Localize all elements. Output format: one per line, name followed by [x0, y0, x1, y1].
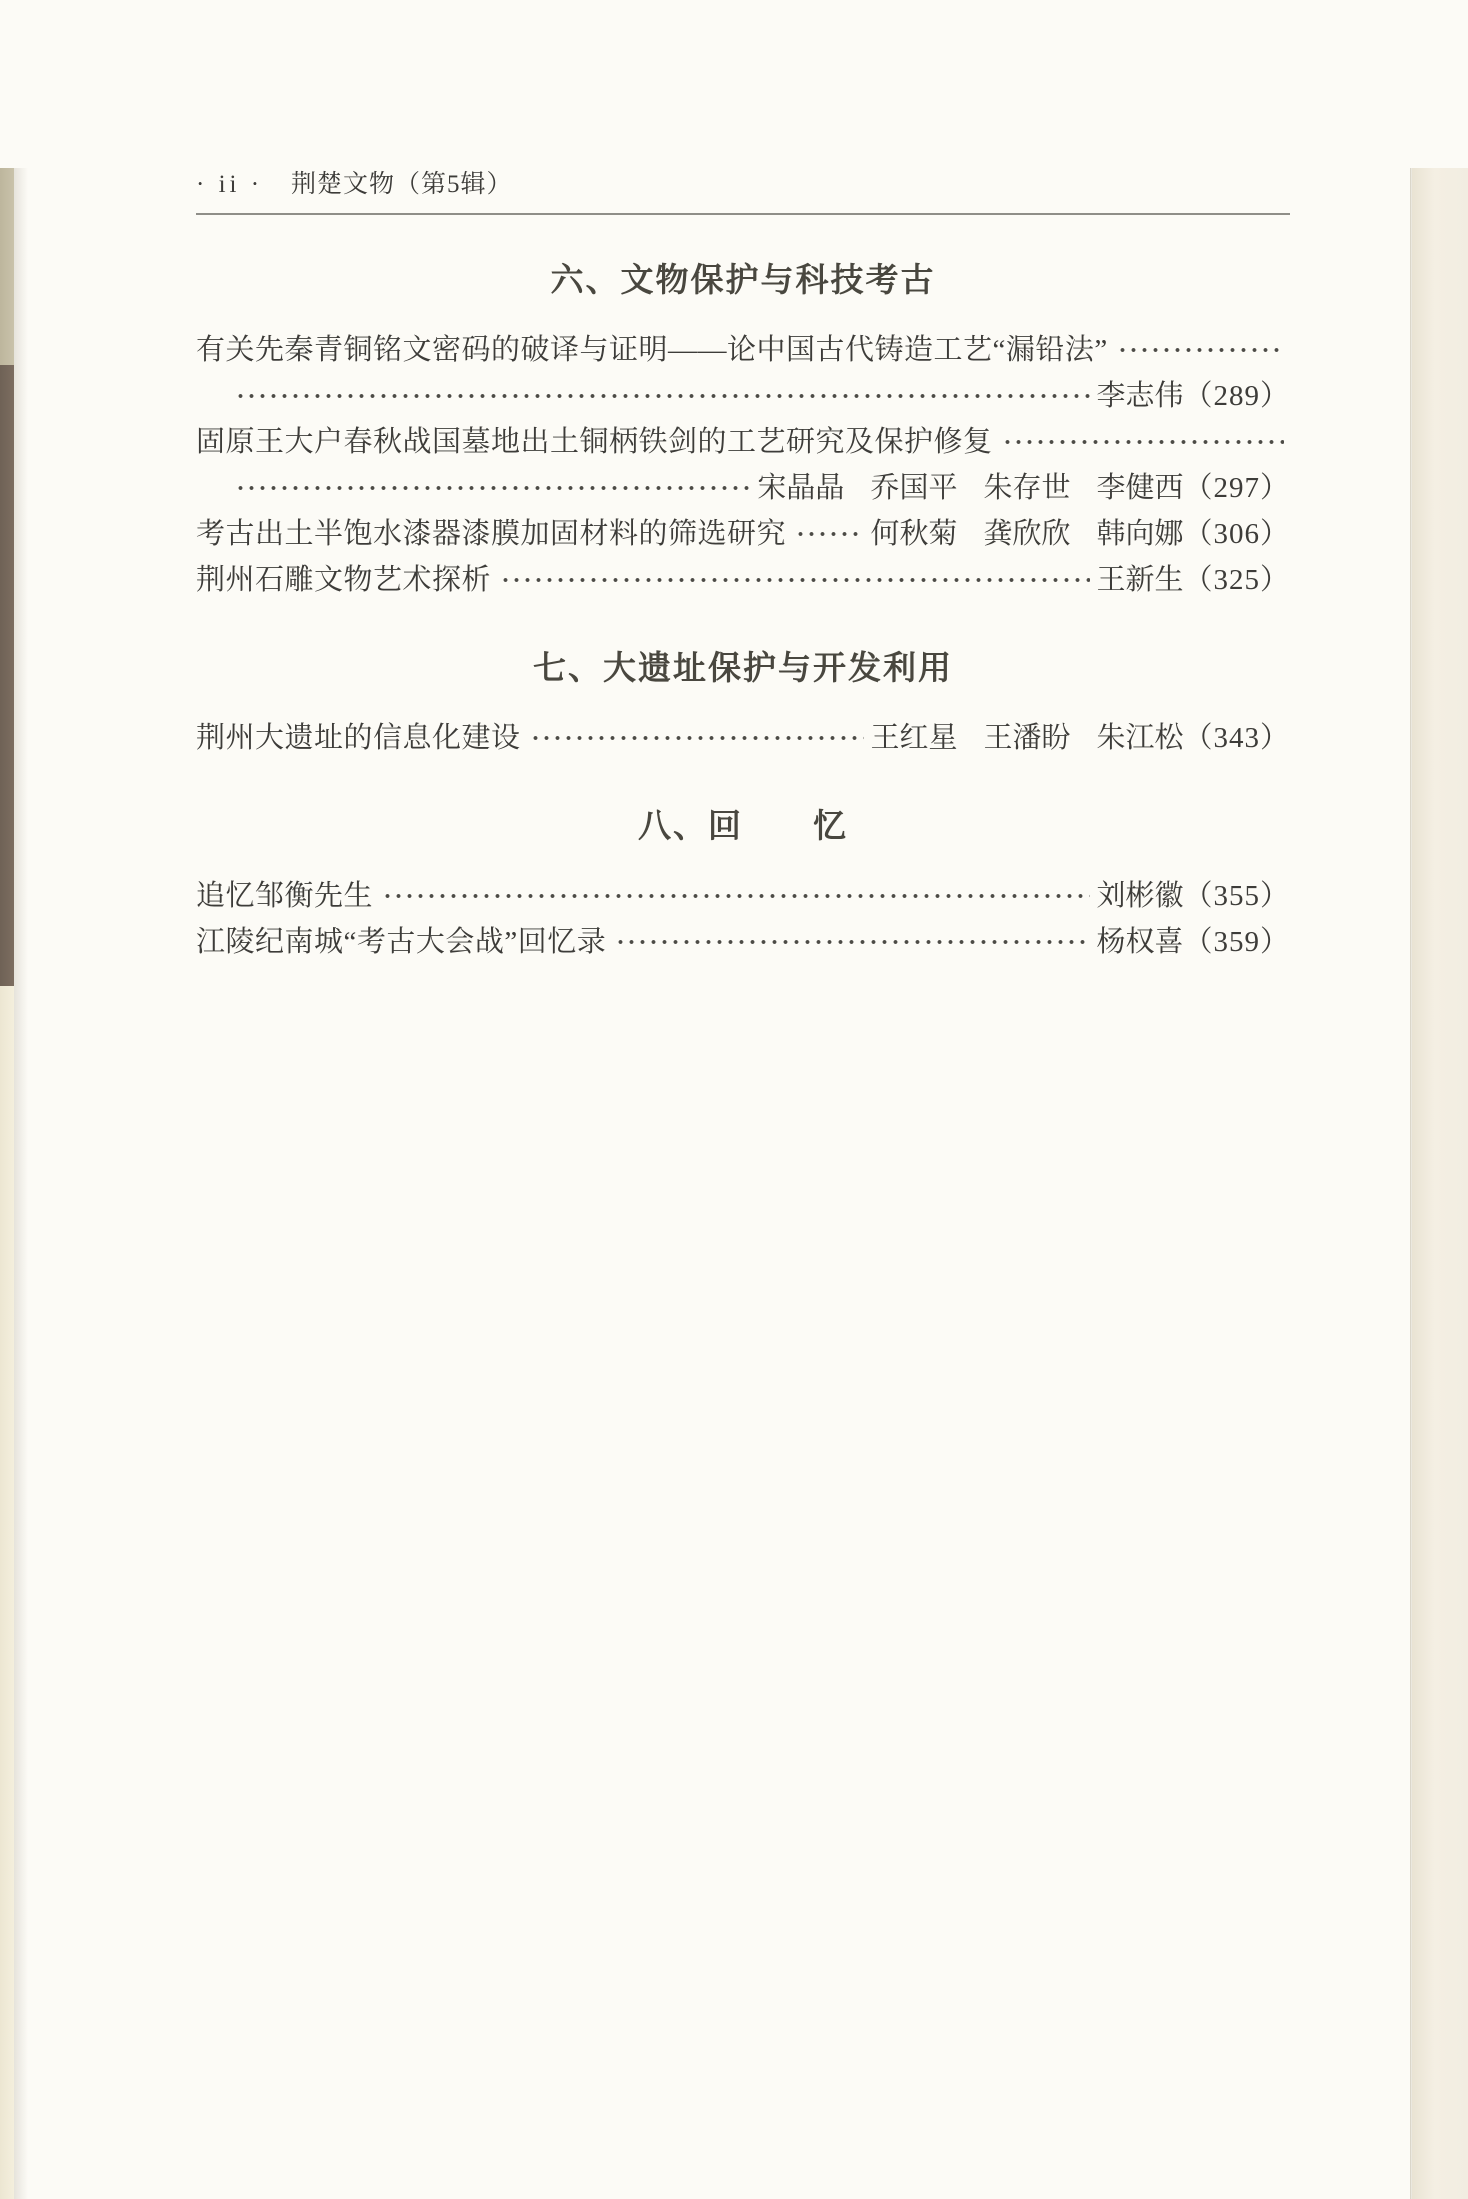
author-name: 刘彬徽 — [1096, 880, 1184, 912]
entry-page-number: （325） — [1183, 564, 1290, 596]
author-name: 宋晶晶 — [757, 472, 845, 504]
book-title: 荆楚文物（第5辑） — [291, 171, 513, 198]
scanned-page — [0, 168, 1468, 2199]
toc-entry-line — [196, 919, 1290, 965]
toc-entry-line — [196, 465, 1290, 511]
author-name: 王红星 — [870, 722, 958, 754]
section-heading: 八、回 忆 — [638, 807, 848, 844]
entry-authors — [870, 715, 1183, 761]
section-rows — [196, 327, 1290, 603]
entry-title: 有关先秦青铜铭文密码的破译与证明——论中国古代铸造工艺“漏铅法” — [196, 334, 1108, 366]
author-name: 何秋菊 — [870, 518, 958, 550]
entry-page-number: （359） — [1183, 926, 1290, 958]
entry-authors — [757, 465, 1183, 511]
toc-section — [196, 647, 1290, 761]
entry-authors — [1096, 873, 1183, 919]
entry-title: 考古出土半饱水漆器漆膜加固材料的筛选研究 — [196, 518, 787, 550]
dot-leader — [379, 873, 1090, 919]
running-header — [196, 168, 1290, 202]
entry-authors — [1096, 919, 1183, 965]
entry-authors — [870, 511, 1183, 557]
toc-entry-line — [196, 373, 1290, 419]
dot-leader — [792, 511, 864, 557]
book-spine-strip — [0, 168, 14, 2199]
folio-page-number: · ii · — [196, 171, 264, 198]
spine-page-gap — [14, 168, 28, 2199]
section-heading: 六、文物保护与科技考古 — [550, 261, 936, 298]
toc-section — [196, 259, 1290, 603]
toc-entry-line — [196, 419, 1290, 465]
dot-leader — [1114, 327, 1284, 373]
section-rows — [196, 873, 1290, 965]
toc-entry-line — [196, 873, 1290, 919]
author-name: 韩向娜 — [1096, 518, 1184, 550]
next-page-edge — [1412, 168, 1468, 2199]
toc-entry-line — [196, 715, 1290, 761]
toc-page-content — [196, 168, 1290, 965]
entry-page-number: （343） — [1183, 722, 1290, 754]
toc-section — [196, 805, 1290, 965]
entry-title: 追忆邹衡先生 — [196, 880, 374, 912]
dot-leader — [527, 715, 865, 761]
spine-segment-bottom — [0, 986, 14, 2199]
section-rows — [196, 715, 1290, 761]
entry-title: 荆州石雕文物艺术探析 — [196, 564, 492, 596]
entry-page-number: （355） — [1183, 880, 1290, 912]
author-name: 乔国平 — [870, 472, 958, 504]
author-name: 朱江松 — [1096, 722, 1184, 754]
toc-sections — [196, 259, 1290, 965]
entry-page-number: （306） — [1183, 518, 1290, 550]
entry-title: 江陵纪南城“考古大会战”回忆录 — [196, 926, 607, 958]
toc-entry-line — [196, 511, 1290, 557]
spine-segment-middle — [0, 365, 14, 986]
dot-leader — [999, 419, 1284, 465]
entry-page-number: （289） — [1183, 380, 1290, 412]
author-name: 朱存世 — [983, 472, 1071, 504]
spine-segment-top — [0, 168, 14, 365]
dot-leader — [497, 557, 1090, 603]
entry-authors — [1096, 557, 1183, 603]
author-name: 王潘盼 — [983, 722, 1071, 754]
entry-page-number: （297） — [1183, 472, 1290, 504]
toc-entry-line — [196, 557, 1290, 603]
author-name: 李健西 — [1096, 472, 1184, 504]
entry-title: 荆州大遗址的信息化建设 — [196, 722, 521, 754]
entry-title: 固原王大户春秋战国墓地出土铜柄铁剑的工艺研究及保护修复 — [196, 426, 993, 458]
toc-entry-line — [196, 327, 1290, 373]
author-name: 李志伟 — [1096, 380, 1184, 412]
author-name: 龚欣欣 — [983, 518, 1071, 550]
section-heading: 七、大遗址保护与开发利用 — [533, 649, 953, 686]
author-name: 王新生 — [1096, 564, 1184, 596]
dot-leader — [232, 373, 1090, 419]
dot-leader — [612, 919, 1090, 965]
dot-leader — [232, 465, 751, 511]
author-name: 杨权喜 — [1096, 926, 1184, 958]
entry-authors — [1096, 373, 1183, 419]
header-rule — [196, 213, 1290, 215]
